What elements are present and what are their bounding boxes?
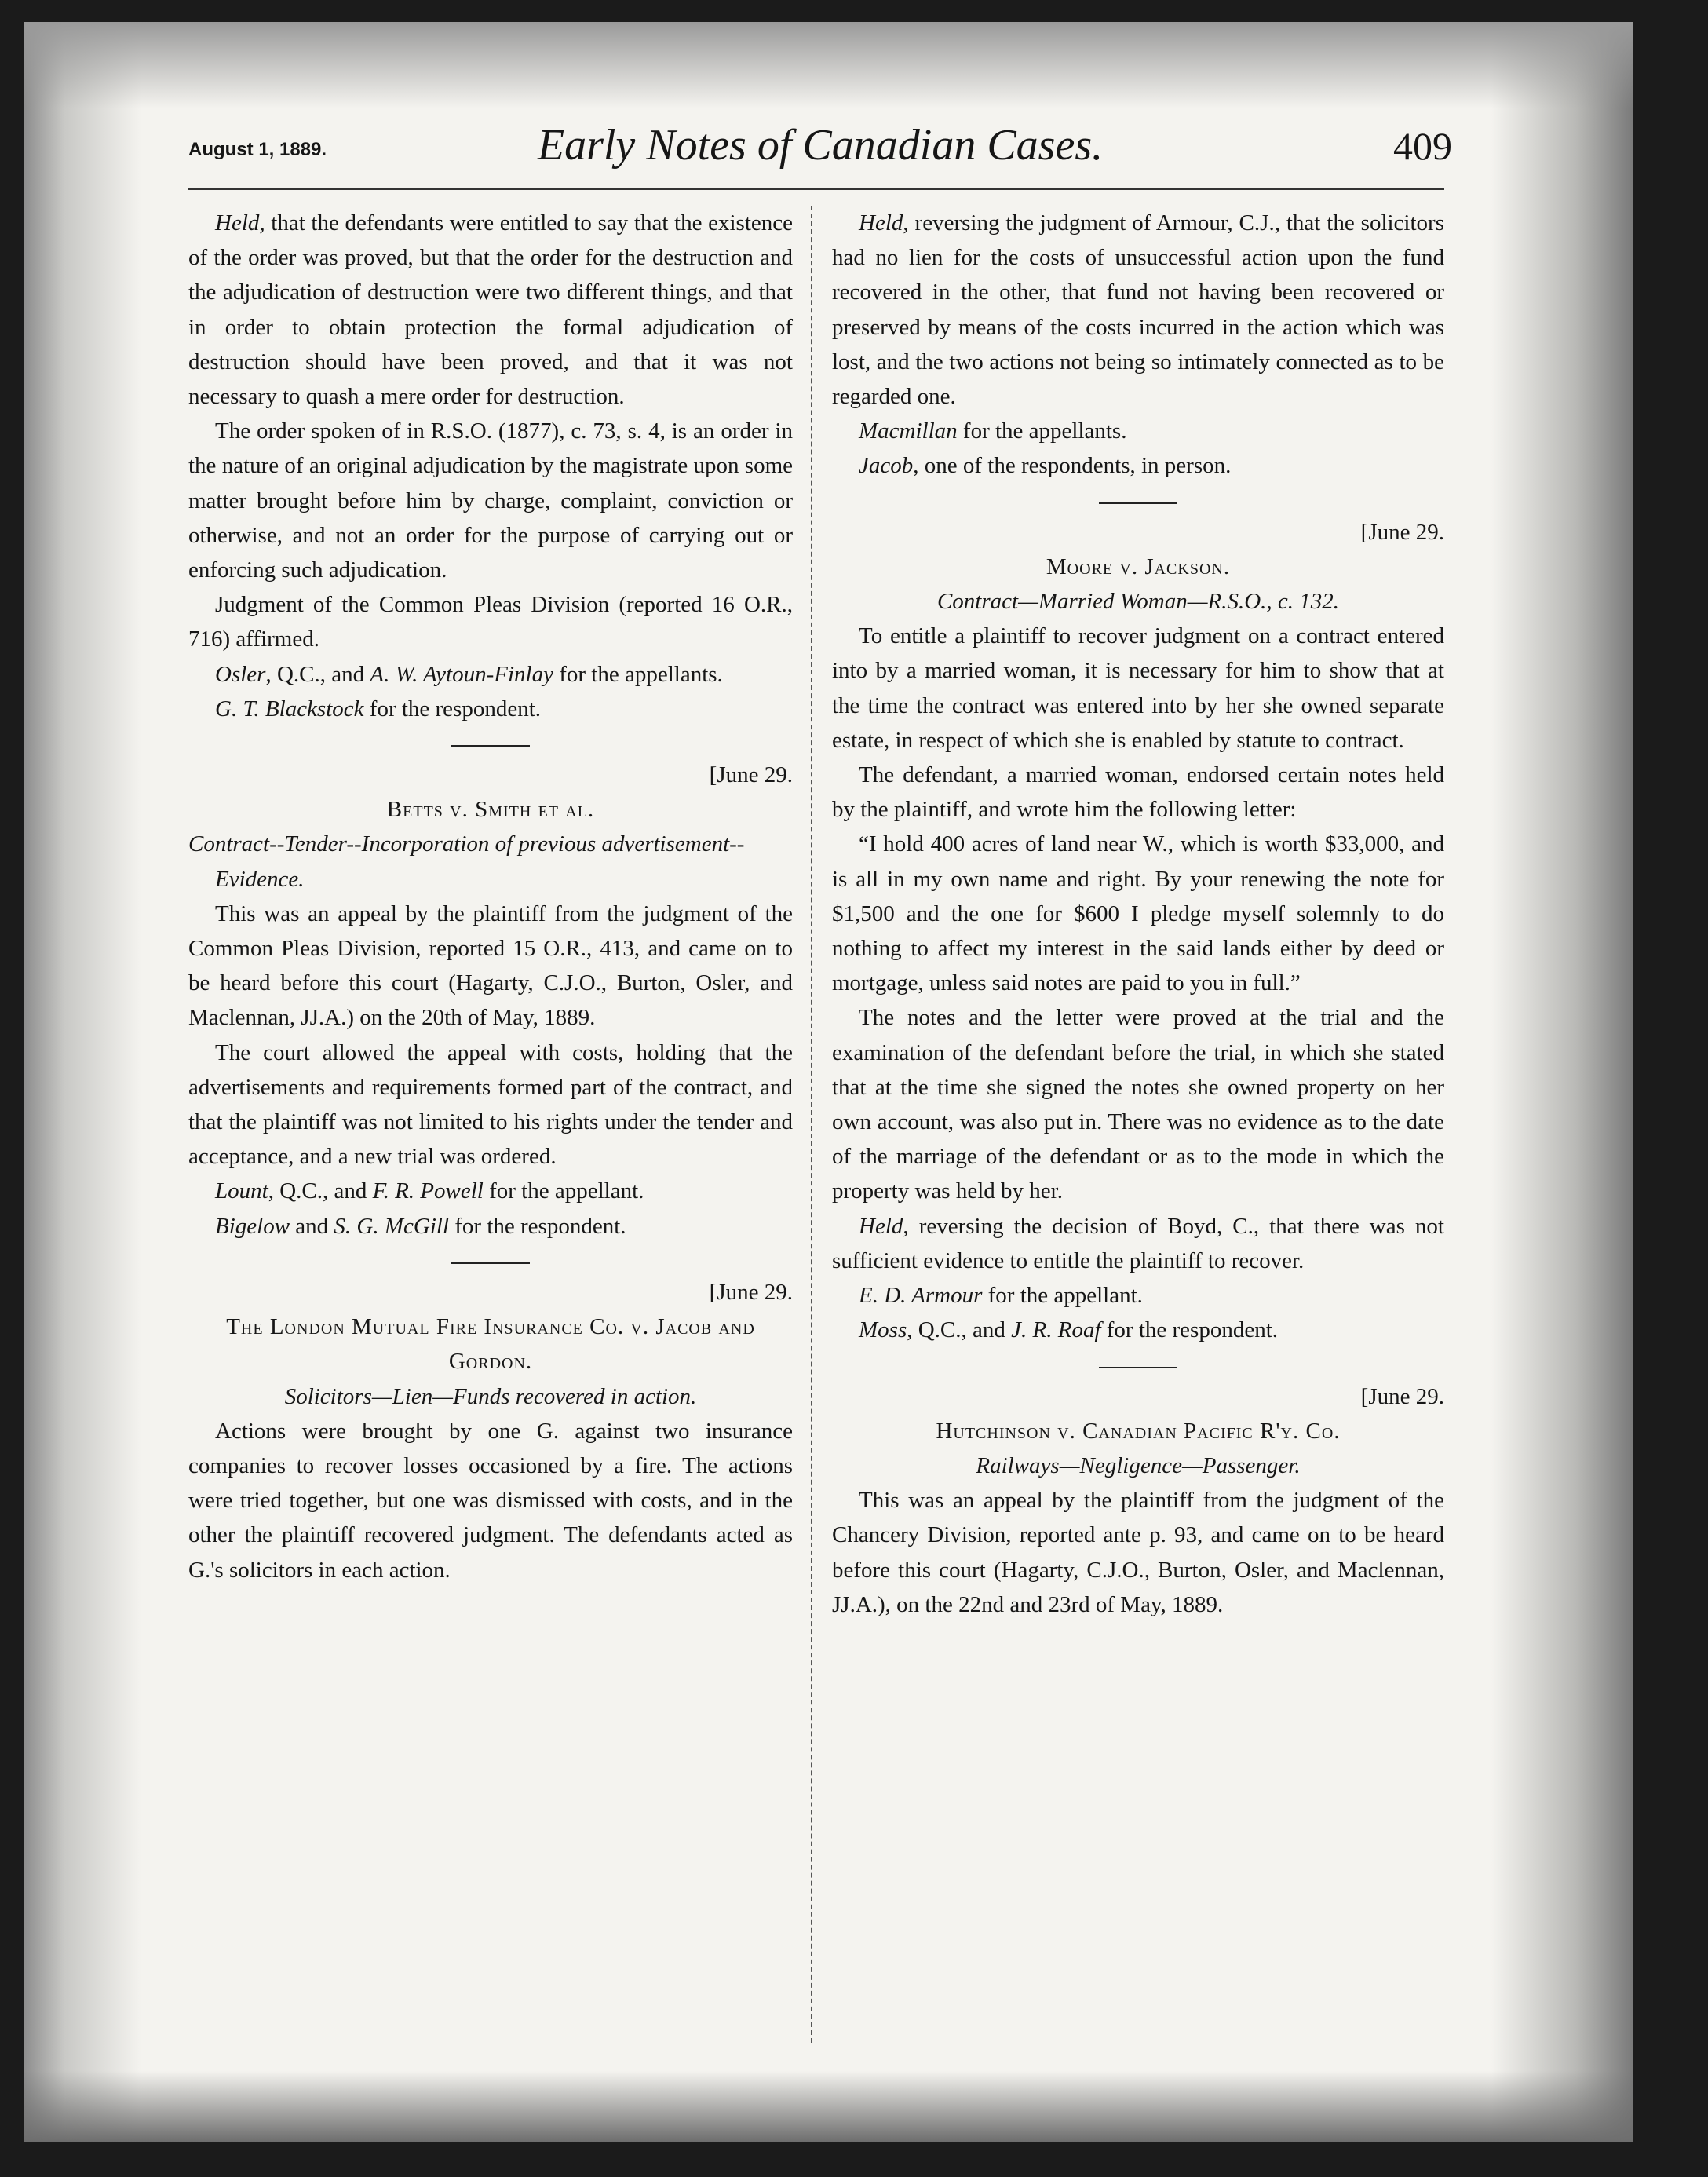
case-title: Hutchinson v. Canadian Pacific R'y. Co. bbox=[936, 1418, 1341, 1444]
case-divider bbox=[451, 1262, 530, 1264]
case-date: [June 29. bbox=[1360, 519, 1444, 545]
case-title: Moore v. Jackson. bbox=[1046, 553, 1231, 579]
header-title: Early Notes of Canadian Cases. bbox=[537, 121, 1104, 170]
body-paragraph: The court allowed the appeal with costs, holding that the advertisements and requirements formed part of the contract, and that the plaintiff was not limited to his rights under the tender and acceptance, and a new trial was ordered. bbox=[188, 1039, 793, 1170]
scan-shadow-top bbox=[24, 22, 1633, 108]
held-paragraph: Held, reversing the decision of Boyd, C., that there was not sufficient evidence to entitle the plaintiff to recover. bbox=[832, 1213, 1444, 1273]
case-title: Betts v. Smith et al. bbox=[386, 797, 595, 823]
counsel-line: E. D. Armour for the appellant. bbox=[859, 1283, 1143, 1309]
case-divider bbox=[1099, 502, 1177, 504]
body-paragraph: This was an appeal by the plaintiff from the judgment of the Chancery Division, reported ante p. 93, and came on to be heard before this court (Hagarty, C.J.O., Burton, Osler, and Maclennan, JJ.A.), on the 22nd and 23rd of May, 1889. bbox=[832, 1488, 1444, 1617]
body-paragraph: This was an appeal by the plaintiff from the judgment of the Common Pleas Division, reported 15 O.R., 413, and came on to be heard before this court (Hagarty, C.J.O., Burton, Osler, and Maclennan, JJ.A.) on the 20th of May, 1889. bbox=[188, 900, 793, 1031]
body-paragraph: The defendant, a married woman, endorsed certain notes held by the plaintiff, and wrote him the following letter: bbox=[832, 762, 1444, 823]
left-column bbox=[188, 206, 793, 1587]
counsel-line: Jacob, one of the respondents, in person. bbox=[859, 453, 1232, 479]
case-date: [June 29. bbox=[1360, 1383, 1444, 1409]
case-headnote: Contract—Married Woman—R.S.O., c. 132. bbox=[936, 589, 1340, 615]
case-title: The London Mutual Fire Insurance Co. v. Jacob and Gordon. bbox=[226, 1314, 755, 1375]
page-header bbox=[188, 106, 1452, 177]
counsel-line: Osler, Q.C., and A. W. Aytoun-Finlay for the appellants. bbox=[215, 661, 723, 687]
case-date: [June 29. bbox=[709, 1279, 793, 1305]
right-column bbox=[832, 206, 1444, 1622]
held-paragraph: Held, that the defendants were entitled to say that the existence of the order was proved, but that the order for the destruction and the adjudication of destruction were two different things, and that in order to obtain protection the formal adjudication of destruction should have been proved, and that it was not necessary to quash a mere order for destruction. bbox=[188, 210, 793, 410]
counsel-line: Macmillan for the appellants. bbox=[859, 418, 1127, 444]
quoted-letter: “I hold 400 acres of land near W., which is worth $33,000, and is all in my own name and right. By your renewing the note for $1,500 and the one for $600 I pledge myself solemnly to do nothing to affect my interest in the said lands either by deed or mortgage, unless said notes are paid to you in full.” bbox=[832, 831, 1444, 996]
counsel-line: Lount, Q.C., and F. R. Powell for the appellant. bbox=[215, 1178, 644, 1204]
case-headnote: Railways—Negligence—Passenger. bbox=[976, 1452, 1301, 1478]
case-divider bbox=[451, 745, 530, 747]
scan-shadow-right bbox=[1491, 22, 1633, 2142]
counsel-line: Bigelow and S. G. McGill for the respondent. bbox=[215, 1213, 626, 1239]
scan-shadow-left bbox=[24, 22, 141, 2142]
body-paragraph: Actions were brought by one G. against two insurance companies to recover losses occasioned by a fire. The actions were tried together, but one was dismissed with costs, and in the other the plaintiff recovered judgment. The defendants acted as G.'s solicitors in each action. bbox=[188, 1418, 793, 1583]
scan-shadow-bottom bbox=[24, 2071, 1633, 2142]
case-date: [June 29. bbox=[709, 762, 793, 788]
counsel-line: Moss, Q.C., and J. R. Roaf for the respondent. bbox=[859, 1317, 1279, 1343]
header-date: August 1, 1889. bbox=[188, 139, 327, 160]
column-separator bbox=[811, 206, 812, 2043]
body-paragraph: Judgment of the Common Pleas Division (reported 16 O.R., 716) affirmed. bbox=[188, 592, 793, 652]
counsel-line: G. T. Blackstock for the respondent. bbox=[215, 696, 542, 721]
case-headnote: Contract--Tender--Incorporation of previous advertisement--Evidence. bbox=[188, 831, 745, 892]
case-divider bbox=[1099, 1367, 1177, 1368]
header-rule bbox=[188, 188, 1444, 190]
case-headnote: Solicitors—Lien—Funds recovered in action. bbox=[284, 1383, 697, 1409]
held-paragraph: Held, reversing the judgment of Armour, C.J., that the solicitors had no lien for the costs of unsuccessful action upon the fund recovered in the other, that fund not having been recovered or preserved by means of the costs incurred in the action which was lost, and the two actions not being so intimately connected as to be regarded one. bbox=[832, 210, 1444, 410]
body-paragraph: The order spoken of in R.S.O. (1877), c. 73, s. 4, is an order in the nature of an original adjudication by the magistrate upon some matter brought before him by charge, complaint, conviction or otherwise, and not an order for the purpose of carrying out or enforcing such adjudication. bbox=[188, 418, 793, 583]
body-paragraph: To entitle a plaintiff to recover judgment on a contract entered into by a married woman, it is necessary for him to show that at the time the contract was entered into by her she owned separate estate, in respect of which she is enabled by statute to contract. bbox=[832, 623, 1444, 753]
body-paragraph: The notes and the letter were proved at the trial and the examination of the defendant before the trial, in which she stated that at the time she signed the notes she owned property on her own account, was also put in. There was no evidence as to the date of the marriage of the defendant or as to the mode in which the property was held by her. bbox=[832, 1005, 1444, 1204]
page-number: 409 bbox=[1393, 124, 1452, 168]
